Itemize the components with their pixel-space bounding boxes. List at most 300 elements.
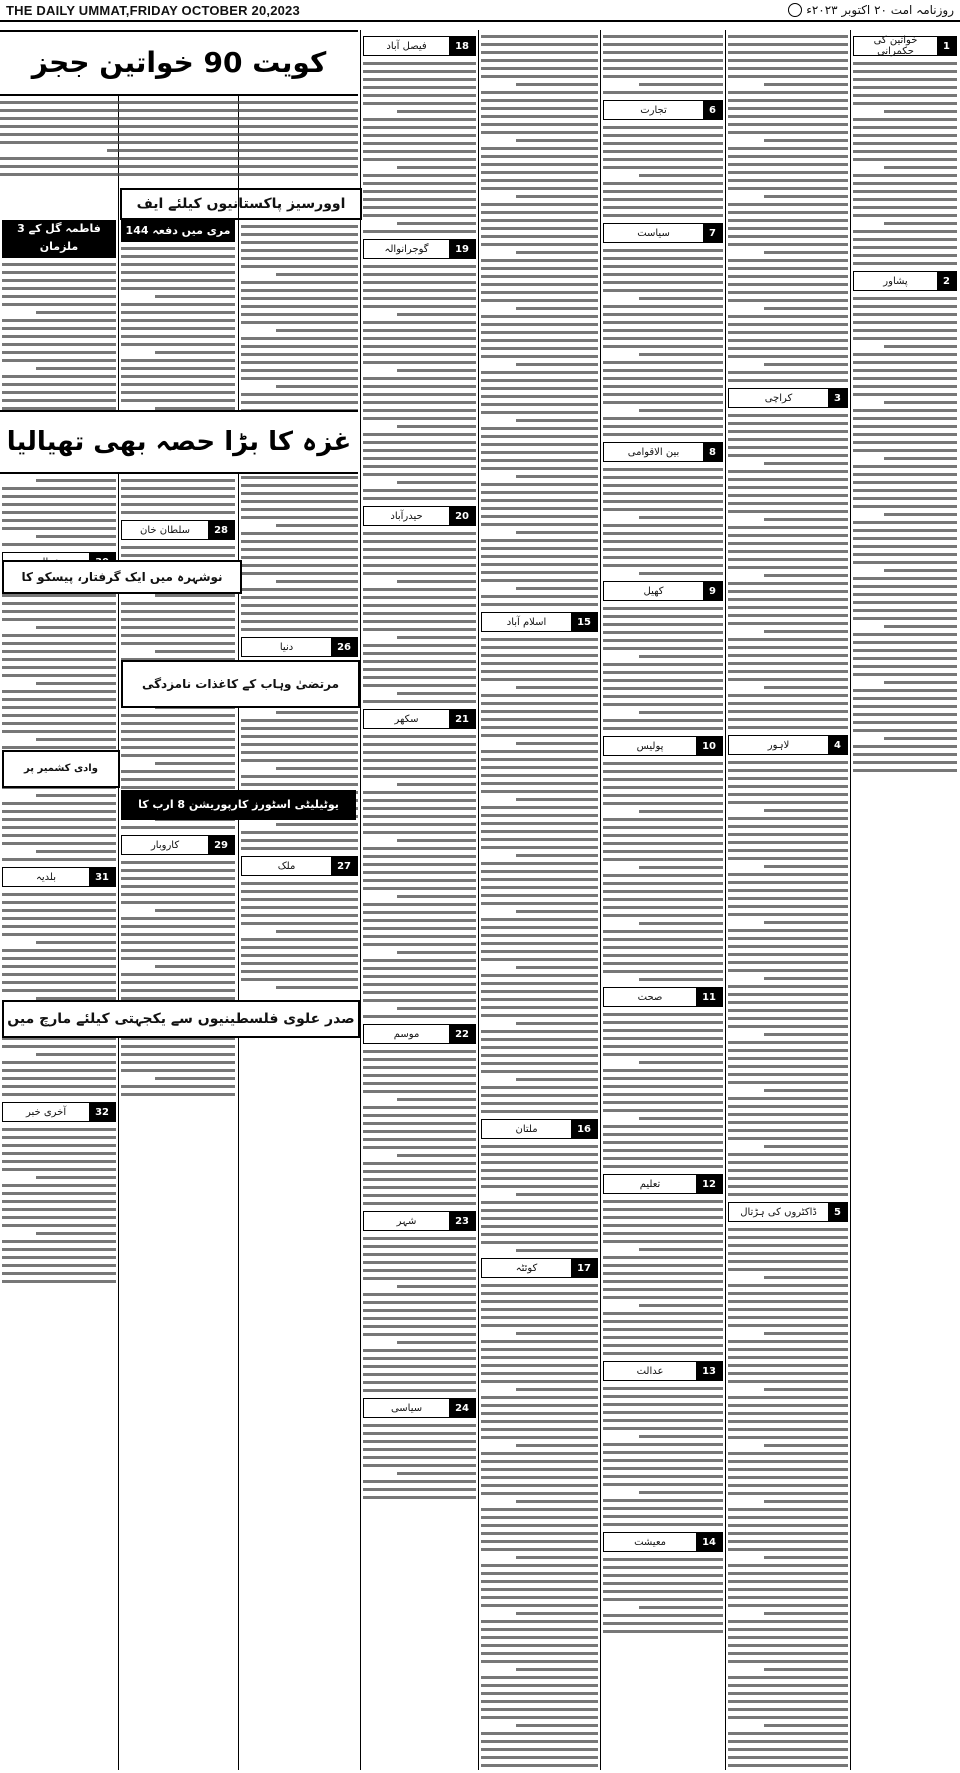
text-line [363,1114,476,1117]
text-line [121,487,235,490]
text-line [241,775,358,778]
text-line [481,563,598,566]
text-line [481,1748,598,1751]
text-line [728,1596,848,1599]
text-line [276,580,358,583]
text-line [516,1332,598,1335]
text-line [603,43,723,46]
text-line [155,965,235,968]
text-line [363,289,476,292]
text-line [363,540,476,543]
text-line [363,767,476,770]
text-line [603,1475,723,1478]
text-line [481,523,598,526]
text-line [363,393,476,396]
text-line [728,1236,848,1239]
text-line [121,885,235,888]
text-line [481,1145,598,1148]
text-line [728,1628,848,1631]
text-line [728,371,848,374]
text-line [603,1053,723,1056]
text-line [481,355,598,358]
text-line [2,989,116,992]
text-line [481,387,598,390]
text-line [363,1389,476,1392]
text-line [481,371,598,374]
text-line [36,1053,116,1056]
text-line [481,1436,598,1439]
text-line [728,1105,848,1108]
text-line [481,123,598,126]
text-line [728,873,848,876]
text-line [516,798,598,801]
text-line [481,806,598,809]
text-line [36,1176,116,1179]
text-line [481,315,598,318]
text-line [121,738,235,741]
text-line [363,1496,476,1499]
text-line [603,1467,723,1470]
text-line [121,826,235,829]
text-line [481,179,598,182]
text-line [155,909,235,912]
text-line [603,786,723,789]
text-line [728,1284,848,1287]
text-line [2,1200,116,1203]
text-line [481,1628,598,1631]
text-line [481,331,598,334]
text-line [728,355,848,358]
text-line [728,187,848,190]
text-line [481,1308,598,1311]
text-line [728,283,848,286]
text-line [481,1062,598,1065]
text-line [155,650,235,653]
text-line [481,1161,598,1164]
text-line [241,978,358,981]
text-line [728,889,848,892]
text-line [728,1364,848,1367]
text-line [764,1145,848,1148]
article-body [603,35,723,94]
text-line [853,617,957,620]
text-line [603,631,723,634]
text-line [603,1499,723,1502]
text-line [516,475,598,478]
text-line [2,1160,116,1163]
text-line [728,558,848,561]
text-line [728,1756,848,1759]
text-line [363,847,476,850]
text-line [2,1093,116,1096]
text-line [603,158,723,161]
text-line [2,826,116,829]
text-line [363,759,476,762]
text-line [728,107,848,110]
text-line [363,548,476,551]
text-line [603,257,723,260]
text-line [728,1001,848,1004]
text-line [2,722,116,725]
text-line [241,321,358,324]
text-line [121,957,235,960]
text-line [241,369,358,372]
text-line [603,142,723,145]
text-line [481,443,598,446]
text-line [241,508,358,511]
text-line [241,265,358,268]
text-line [728,227,848,230]
text-line [363,927,476,930]
text-line [2,519,116,522]
text-line [241,540,358,543]
text-line [728,929,848,932]
text-line [481,830,598,833]
text-line [728,331,848,334]
text-line [121,925,235,928]
text-line [241,751,358,754]
text-line [481,379,598,382]
text-line [481,1201,598,1204]
text-line [853,769,957,772]
text-line [481,1660,598,1663]
text-line [516,1668,598,1671]
text-line [728,1097,848,1100]
text-line [853,158,957,161]
text-line [728,1484,848,1487]
text-line [639,1435,723,1438]
text-line [728,347,848,350]
text-line [603,305,723,308]
text-line [603,556,723,559]
text-line [2,1077,116,1080]
column-4 [481,30,598,1770]
text-line [853,657,957,660]
text-line [241,484,358,487]
text-line [728,1049,848,1052]
text-line [481,1596,598,1599]
text-line [2,1248,116,1251]
text-line [603,882,723,885]
text-line [728,43,848,46]
text-line [728,131,848,134]
text-line [853,206,957,209]
text-line [728,614,848,617]
text-line [363,190,476,193]
text-line [728,1524,848,1527]
text-line [603,1280,723,1283]
text-line [2,1136,116,1139]
text-line [603,898,723,901]
text-line [728,1644,848,1647]
text-line [728,35,848,38]
text-line [363,1488,476,1491]
text-line [481,107,598,110]
text-line [853,134,957,137]
text-line [603,1403,723,1406]
text-line [516,1724,598,1727]
text-line [0,117,358,120]
text-line [155,762,235,765]
article-body [363,532,476,703]
text-line [853,78,957,81]
text-line [155,295,235,298]
text-line [241,305,358,308]
text-line [728,179,848,182]
text-line [853,238,957,241]
text-line [603,1515,723,1518]
text-line [2,543,116,546]
text-line [363,1309,476,1312]
text-line [241,225,358,228]
text-line [728,502,848,505]
text-line [481,1404,598,1407]
article-body [363,1050,476,1205]
article-body [2,893,116,1096]
text-line [481,1492,598,1495]
text-line [481,1284,598,1287]
text-line [2,690,116,693]
text-line [2,1264,116,1267]
text-line [363,1162,476,1165]
text-line [2,746,116,749]
text-line [853,601,957,604]
text-line [481,1420,598,1423]
text-line [481,115,598,118]
text-line [481,1652,598,1655]
text-line [481,894,598,897]
text-line [121,933,235,936]
text-line [481,1460,598,1463]
text-line [603,281,723,284]
text-line [853,353,957,356]
text-line [728,857,848,860]
text-line [363,1066,476,1069]
text-line [481,1380,598,1383]
article-body [2,263,116,546]
overseas-headline: اوورسیز پاکستانیوں کیلئے ایف [120,188,362,220]
text-line [603,166,723,169]
text-line [363,660,476,663]
text-line [2,674,116,677]
text-line [481,1764,598,1767]
text-line [764,1276,848,1279]
text-line [121,554,235,557]
text-line [363,265,476,268]
text-line [516,531,598,534]
text-line [603,1240,723,1243]
article-body [603,249,723,436]
text-line [639,655,723,658]
text-line [516,854,598,857]
text-line [121,1069,235,1072]
murtaza-headline: مرتضیٰ وہاب کے کاغذات نامزدگی [121,660,360,708]
text-line [603,508,723,511]
text-line [363,1074,476,1077]
text-line [603,1507,723,1510]
text-line [728,1017,848,1020]
text-line [481,1094,598,1097]
text-line [2,714,116,717]
text-line [481,1292,598,1295]
text-line [603,1614,723,1617]
text-line [363,465,476,468]
text-line [603,962,723,965]
text-line [603,778,723,781]
text-line [2,634,116,637]
text-line [516,1612,598,1615]
text-line [853,753,957,756]
section-header-21: 21 سکھر [363,709,476,729]
article-body [481,35,598,606]
text-line [241,882,358,885]
text-line [363,158,476,161]
text-line [363,684,476,687]
text-line [36,794,116,797]
text-line [603,500,723,503]
text-line [121,287,235,290]
text-line [363,1301,476,1304]
text-line [363,1325,476,1328]
text-line [2,1192,116,1195]
text-line [728,1193,848,1196]
text-line [481,1484,598,1487]
section-header-20: 20 حیدرآباد [363,506,476,526]
text-line [728,1129,848,1132]
text-line [603,1021,723,1024]
text-line [481,750,598,753]
text-line [728,1081,848,1084]
text-line [853,577,957,580]
text-line [397,369,476,372]
text-line [764,251,848,254]
text-line [728,710,848,713]
text-line [603,695,723,698]
text-line [363,1253,476,1256]
text-line [603,607,723,610]
text-line [0,101,358,104]
text-line [516,1388,598,1391]
text-line [481,662,598,665]
text-line [728,1588,848,1591]
text-line [36,626,116,629]
text-line [603,249,723,252]
text-line [764,1388,848,1391]
text-line [603,1272,723,1275]
text-line [728,1548,848,1551]
text-line [363,1464,476,1467]
text-line [121,973,235,976]
text-line [853,545,957,548]
text-line [2,925,116,928]
text-line [516,966,598,969]
text-line [516,419,598,422]
text-line [481,491,598,494]
text-line [728,1268,848,1271]
text-line [481,1740,598,1743]
text-line [397,481,476,484]
text-line [363,345,476,348]
text-line [481,1756,598,1759]
text-line [603,369,723,372]
text-line [121,503,235,506]
text-line [2,303,116,306]
text-line [481,958,598,961]
text-line [363,86,476,89]
text-line [603,1141,723,1144]
column-divider [118,30,119,1770]
text-line [481,998,598,1001]
text-line [241,492,358,495]
text-line [241,393,358,396]
text-line [481,1185,598,1188]
text-line [155,1077,235,1080]
text-line [853,593,957,596]
text-line [241,281,358,284]
text-line [516,195,598,198]
text-line [363,206,476,209]
text-line [728,1372,848,1375]
text-line [363,1269,476,1272]
text-line [241,620,358,623]
text-line [2,834,116,837]
text-line [481,1468,598,1471]
text-line [603,930,723,933]
section-header-2: 2 پشاور [853,271,957,291]
text-line [853,321,957,324]
text-line [853,214,957,217]
text-line [481,1636,598,1639]
text-line [884,110,957,113]
text-line [363,214,476,217]
text-line [603,540,723,543]
text-line [121,618,235,621]
text-line [639,409,723,412]
text-line [728,494,848,497]
text-line [363,612,476,615]
text-line [603,970,723,973]
section-header-15: 15 اسلام آباد [481,612,598,632]
text-line [853,385,957,388]
text-line [363,337,476,340]
text-line [121,495,235,498]
text-line [2,810,116,813]
text-line [397,1285,476,1288]
text-line [481,459,598,462]
text-line [241,548,358,551]
text-line [884,569,957,572]
text-line [363,489,476,492]
text-line [2,335,116,338]
text-line [516,1556,598,1559]
text-line [853,449,957,452]
text-line [516,686,598,689]
text-line [2,666,116,669]
text-line [853,337,957,340]
text-line [363,604,476,607]
text-line [728,1380,848,1383]
text-line [363,1090,476,1093]
text-line [481,1225,598,1228]
text-line [764,83,848,86]
text-line [481,1516,598,1519]
text-line [853,473,957,476]
text-line [603,1200,723,1203]
text-line [728,1177,848,1180]
text-line [241,249,358,252]
text-line [728,1508,848,1511]
text-line [884,513,957,516]
